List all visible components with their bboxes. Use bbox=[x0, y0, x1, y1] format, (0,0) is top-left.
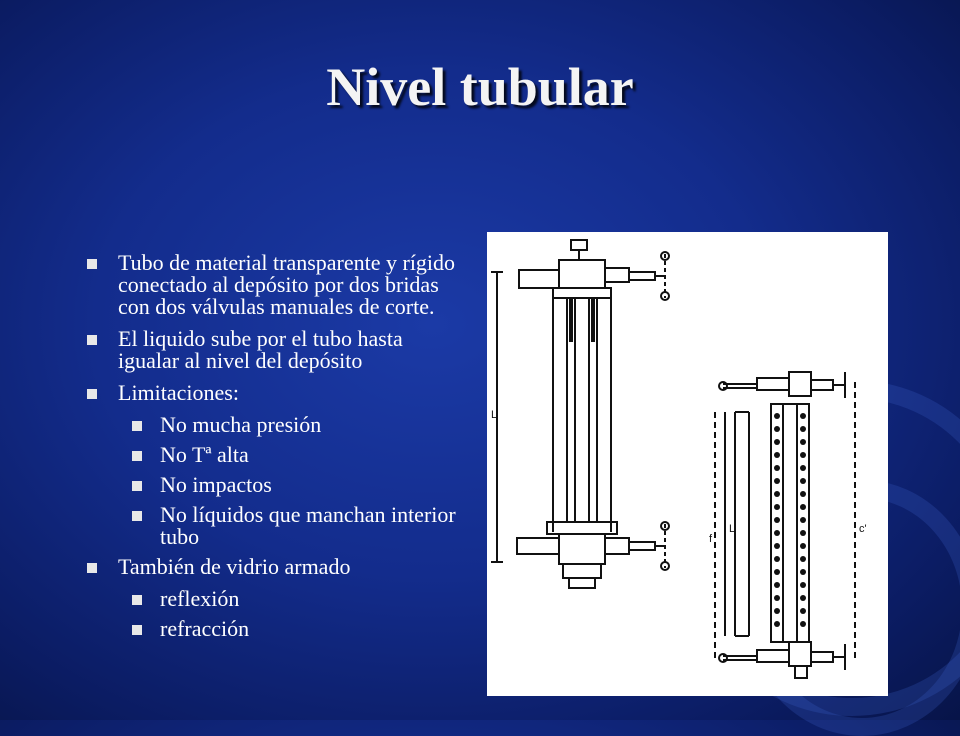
sub-bullet-item bbox=[86, 414, 466, 436]
sub-bullet-item bbox=[86, 444, 466, 466]
gauge-tubes bbox=[553, 298, 611, 532]
bolt bbox=[774, 556, 780, 562]
bolt bbox=[774, 608, 780, 614]
bottom-valve-assembly bbox=[517, 522, 669, 588]
dimension-label-l: L bbox=[491, 409, 498, 421]
bolt bbox=[800, 530, 806, 536]
bolt bbox=[800, 478, 806, 484]
bolt bbox=[800, 491, 806, 497]
armored-gauge-body bbox=[735, 404, 809, 642]
bullet-square-icon bbox=[132, 511, 142, 521]
sub-bullet-text: No líquidos que manchan interior tubo bbox=[160, 502, 456, 549]
bullet-square-icon bbox=[132, 595, 142, 605]
bullet-text: También de vidrio armado bbox=[118, 554, 351, 579]
bolt bbox=[800, 621, 806, 627]
bolt bbox=[800, 452, 806, 458]
bullet-list bbox=[86, 252, 466, 648]
bullet-square-icon bbox=[132, 421, 142, 431]
dimension-label-f: f bbox=[709, 533, 713, 545]
sub-bullet-item bbox=[86, 618, 466, 640]
sub-bullet-text: No impactos bbox=[160, 472, 272, 497]
bullet-square-icon bbox=[87, 335, 97, 345]
bullet-square-icon bbox=[132, 451, 142, 461]
sub-bullet-text: reflexión bbox=[160, 586, 240, 611]
bolt bbox=[800, 582, 806, 588]
bolt bbox=[774, 465, 780, 471]
bullet-text: El liquido sube por el tubo hasta igualar al nivel del depósito bbox=[118, 326, 403, 373]
bullet-square-icon bbox=[132, 625, 142, 635]
sub-bullet-text: refracción bbox=[160, 616, 250, 641]
bolt-pattern bbox=[774, 413, 806, 627]
bolt bbox=[800, 556, 806, 562]
bolt bbox=[800, 413, 806, 419]
bolt bbox=[774, 543, 780, 549]
bolt bbox=[774, 530, 780, 536]
bolt bbox=[800, 595, 806, 601]
bullet-item bbox=[86, 328, 466, 372]
bullet-square-icon bbox=[132, 481, 142, 491]
dimension-label-c: c' bbox=[859, 523, 867, 535]
bullet-item bbox=[86, 252, 466, 318]
bullet-text: Limitaciones: bbox=[118, 380, 239, 405]
bolt bbox=[774, 426, 780, 432]
armored-gauge-bottom-valve bbox=[719, 642, 845, 678]
bolt bbox=[774, 452, 780, 458]
bolt bbox=[774, 517, 780, 523]
bolt bbox=[800, 543, 806, 549]
sub-bullet-text: No mucha presión bbox=[160, 412, 322, 437]
armored-gauge-top-valve bbox=[719, 372, 845, 398]
bolt bbox=[800, 439, 806, 445]
bolt bbox=[774, 478, 780, 484]
bolt bbox=[774, 491, 780, 497]
tubular-level-diagram bbox=[487, 232, 888, 696]
bolt bbox=[774, 582, 780, 588]
bolt bbox=[800, 569, 806, 575]
sub-bullet-item bbox=[86, 588, 466, 610]
sub-bullet-item bbox=[86, 474, 466, 496]
sub-bullet-item bbox=[86, 504, 466, 548]
bullet-square-icon bbox=[87, 389, 97, 399]
bolt bbox=[774, 569, 780, 575]
bullet-item bbox=[86, 382, 466, 404]
bullet-square-icon bbox=[87, 563, 97, 573]
bolt bbox=[800, 426, 806, 432]
bolt bbox=[800, 608, 806, 614]
bolt bbox=[774, 595, 780, 601]
bullet-text: Tubo de material transparente y rígido conectado al depósito por dos bridas con dos válvulas manuales de corte. bbox=[118, 250, 456, 319]
bolt bbox=[774, 439, 780, 445]
bolt bbox=[774, 621, 780, 627]
sub-bullet-text: No Tª alta bbox=[160, 442, 249, 467]
slide-title: Nivel tubular bbox=[326, 57, 634, 117]
bolt bbox=[800, 504, 806, 510]
bolt bbox=[800, 517, 806, 523]
bullet-item bbox=[86, 556, 466, 578]
dimension-label-l-mid: L bbox=[729, 523, 736, 535]
bolt bbox=[800, 465, 806, 471]
bolt bbox=[774, 504, 780, 510]
bullet-square-icon bbox=[87, 259, 97, 269]
top-valve-assembly bbox=[519, 240, 669, 300]
bolt bbox=[774, 413, 780, 419]
